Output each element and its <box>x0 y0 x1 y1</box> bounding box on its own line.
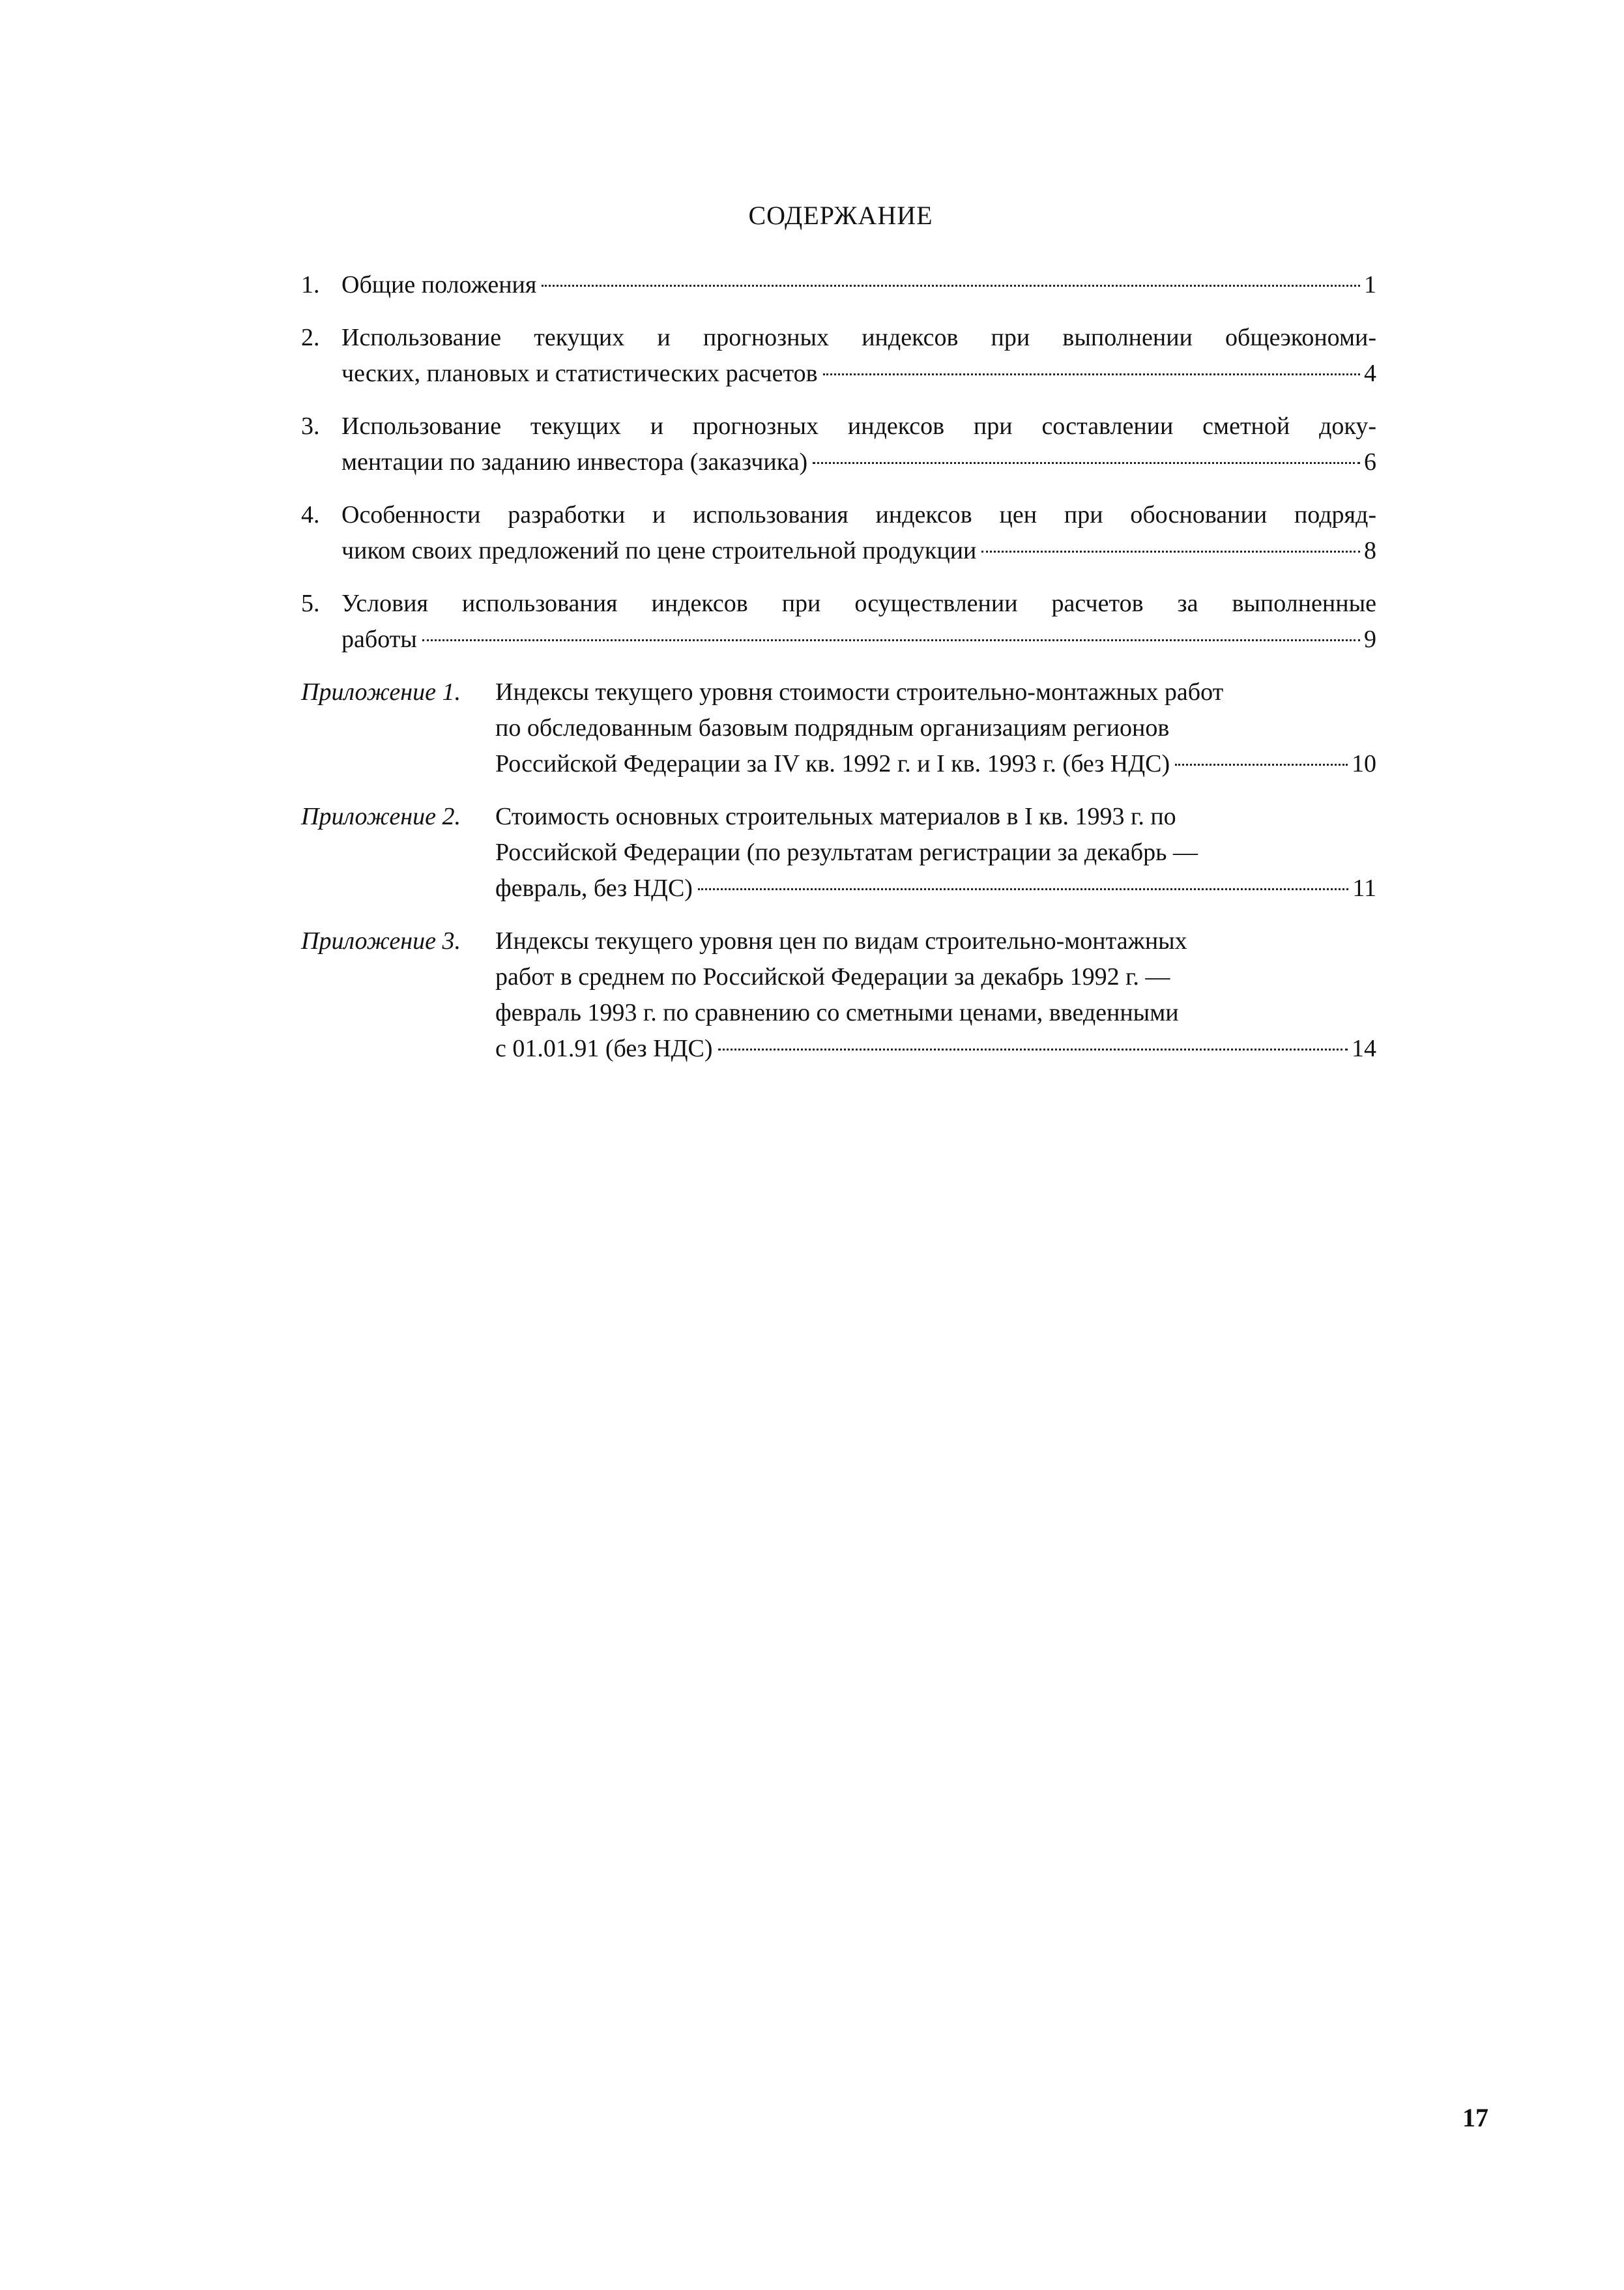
toc-entry-text: Российской Федерации за IV кв. 1992 г. и I кв. 1993 г. (без НДС) <box>495 750 1170 777</box>
toc-entry-text: Особенности разработки и использования индексов цен при обосновании подряд- <box>341 501 1376 529</box>
toc-entry-text: ческих, плановых и статистических расчетов <box>341 360 818 387</box>
toc-entry-section-4[interactable] <box>301 497 1376 569</box>
toc-entry-text: Российской Федерации (по результатам регистрации за декабрь — <box>495 839 1198 866</box>
page-number: 17 <box>1462 2103 1488 2132</box>
dot-leader <box>823 373 1360 375</box>
toc-entry-appendix-3[interactable] <box>301 923 1376 1067</box>
toc-page-number: 10 <box>1352 750 1376 777</box>
toc-entry-appendix-1[interactable] <box>301 674 1376 782</box>
toc-entry-number: 4. <box>301 501 320 529</box>
toc-entry-section-1[interactable] <box>301 267 1376 303</box>
table-of-contents <box>301 267 1376 1067</box>
toc-entry-text: Использование текущих и прогнозных индексов при составлении сметной доку- <box>341 413 1376 440</box>
toc-entry-text: Индексы текущего уровня цен по видам строительно-монтажных <box>495 927 1187 955</box>
toc-entry-text: ментации по заданию инвестора (заказчика) <box>341 448 808 476</box>
dot-leader <box>1175 764 1348 766</box>
dot-leader <box>422 639 1360 641</box>
toc-page-number: 4 <box>1364 360 1376 387</box>
toc-page-number: 6 <box>1364 448 1376 476</box>
toc-entry-text: Стоимость основных строительных материалов в I кв. 1993 г. по <box>495 803 1176 830</box>
toc-entry-number: 5. <box>301 590 320 617</box>
toc-entry-text: Общие положения <box>341 271 537 298</box>
dot-leader <box>718 1049 1348 1051</box>
toc-entry-section-3[interactable] <box>301 409 1376 480</box>
appendix-label: Приложение 2. <box>301 803 461 830</box>
toc-entry-text: чиком своих предложений по цене строительной продукции <box>341 537 977 564</box>
appendix-label: Приложение 1. <box>301 678 461 706</box>
toc-entry-text: февраль 1993 г. по сравнению со сметными ценами, введенными <box>495 999 1179 1026</box>
toc-entry-number: 3. <box>301 413 320 440</box>
dot-leader <box>542 285 1360 287</box>
toc-page-number: 1 <box>1364 271 1376 298</box>
toc-title: СОДЕРЖАНИЕ <box>748 201 933 230</box>
toc-entry-section-2[interactable] <box>301 320 1376 392</box>
dot-leader <box>698 888 1348 890</box>
toc-page-number: 14 <box>1352 1035 1376 1062</box>
dot-leader <box>981 551 1360 553</box>
toc-page-number: 9 <box>1364 626 1376 653</box>
appendix-label: Приложение 3. <box>301 927 461 955</box>
toc-entry-text: по обследованным базовым подрядным организациям регионов <box>495 714 1170 742</box>
toc-entry-number: 2. <box>301 324 320 351</box>
toc-entry-number: 1. <box>301 271 320 298</box>
toc-entry-appendix-2[interactable] <box>301 799 1376 906</box>
toc-entry-text: с 01.01.91 (без НДС) <box>495 1035 713 1062</box>
toc-page-number: 11 <box>1352 875 1376 902</box>
dot-leader <box>813 462 1360 464</box>
toc-entry-section-5[interactable] <box>301 586 1376 658</box>
toc-entry-text: Использование текущих и прогнозных индексов при выполнении общеэкономи- <box>341 324 1376 351</box>
toc-entry-text: Индексы текущего уровня стоимости строительно-монтажных работ <box>495 678 1224 706</box>
toc-entry-text: Условия использования индексов при осуществлении расчетов за выполненные <box>341 590 1376 617</box>
toc-page-number: 8 <box>1364 537 1376 564</box>
toc-entry-text: работ в среднем по Российской Федерации за декабрь 1992 г. — <box>495 963 1170 991</box>
toc-entry-text: работы <box>341 626 417 653</box>
toc-entry-text: февраль, без НДС) <box>495 875 693 902</box>
